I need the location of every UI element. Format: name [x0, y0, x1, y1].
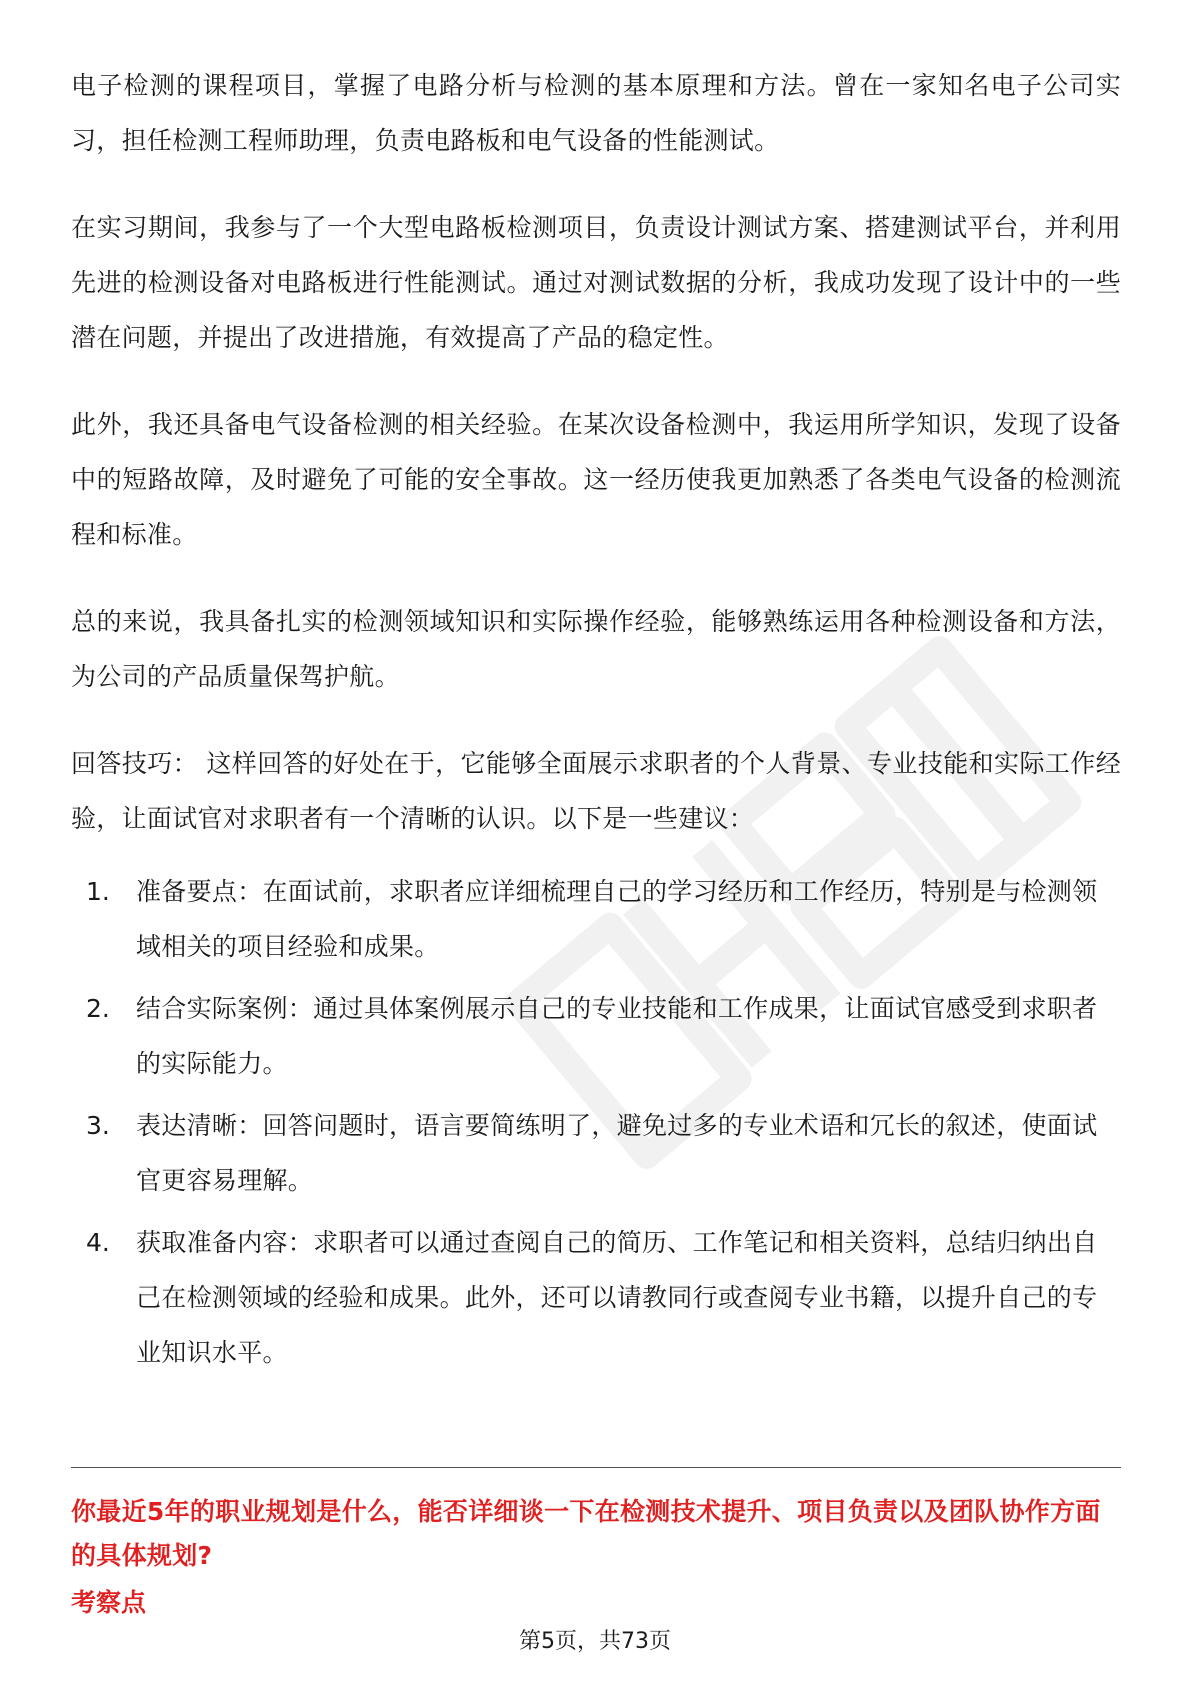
list-item-text: 结合实际案例：通过具体案例展示自己的专业技能和工作成果，让面试官感受到求职者的实际能力。	[136, 994, 1098, 1078]
list-item-text: 准备要点：在面试前，求职者应详细梳理自己的学习经历和工作经历，特别是与检测领域相关的项目经验和成果。	[136, 877, 1098, 961]
section-divider	[71, 1467, 1121, 1468]
list-item	[71, 1215, 1121, 1380]
list-number: 1.	[86, 877, 110, 906]
main-content	[71, 58, 1121, 1387]
paragraph-experience: 此外，我还具备电气设备检测的相关经验。在某次设备检测中，我运用所学知识，发现了设备中的短路故障，及时避免了可能的安全事故。这一经历使我更加熟悉了各类电气设备的检测流程和标准。	[71, 410, 1121, 549]
paragraph-answer-tips: 回答技巧： 这样回答的好处在于，它能够全面展示求职者的个人背景、专业技能和实际工作经验，让面试官对求职者有一个清晰的认识。以下是一些建议：	[71, 749, 1121, 833]
list-item-text: 获取准备内容：求职者可以通过查阅自己的简历、工作笔记和相关资料，总结归纳出自己在检测领域的经验和成果。此外，还可以请教同行或查阅专业书籍，以提升自己的专业知识水平。	[136, 1228, 1098, 1367]
interview-question: 你最近5年的职业规划是什么，能否详细谈一下在检测技术提升、项目负责以及团队协作方面的具体规划?	[71, 1497, 1101, 1570]
list-number: 4.	[86, 1228, 110, 1257]
list-item	[71, 1098, 1121, 1208]
list-number: 3.	[86, 1111, 110, 1140]
list-number: 2.	[86, 994, 110, 1023]
paragraph-education: 电子检测的课程项目，掌握了电路分析与检测的基本原理和方法。曾在一家知名电子公司实习，担任检测工程师助理，负责电路板和电气设备的性能测试。	[71, 71, 1121, 155]
paragraph-internship: 在实习期间，我参与了一个大型电路板检测项目，负责设计测试方案、搭建测试平台，并利用先进的检测设备对电路板进行性能测试。通过对测试数据的分析，我成功发现了设计中的一些潜在问题，并提出了改进措施，有效提高了产品的稳定性。	[71, 213, 1121, 352]
section-heading-assessment: 考察点	[71, 1588, 147, 1617]
list-item-text: 表达清晰：回答问题时，语言要简练明了，避免过多的专业术语和冗长的叙述，使面试官更容易理解。	[136, 1111, 1098, 1195]
page-number-footer: 第5页，共73页	[519, 1629, 671, 1654]
list-item	[71, 864, 1121, 974]
tips-list	[71, 864, 1121, 1380]
list-item	[71, 981, 1121, 1091]
paragraph-summary: 总的来说，我具备扎实的检测领域知识和实际操作经验，能够熟练运用各种检测设备和方法，为公司的产品质量保驾护航。	[71, 607, 1121, 691]
